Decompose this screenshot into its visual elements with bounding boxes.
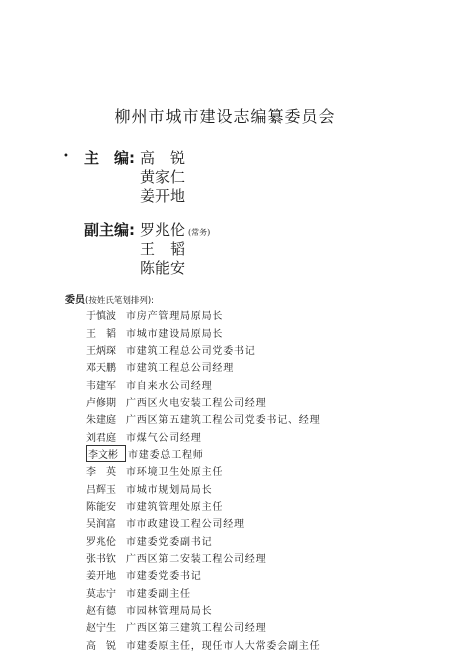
- member-row: [86, 549, 426, 566]
- member-name: 王 韬: [86, 328, 116, 340]
- member-row: [86, 479, 426, 496]
- members-list: [86, 306, 426, 653]
- member-post: 广西区第三建筑工程公司经理: [126, 623, 267, 635]
- member-row: [86, 323, 426, 340]
- member-post: 市房产管理局原局长: [126, 311, 224, 323]
- member-name: 于慎波: [86, 311, 116, 323]
- member-name: 罗兆伦: [86, 536, 116, 548]
- member-name: 李 英: [86, 467, 116, 479]
- deputy-editor-name-2: 王 韬: [140, 240, 186, 258]
- member-row: [86, 462, 426, 479]
- member-post: 市建筑管理处原主任: [126, 501, 224, 513]
- member-post: 市建筑工程总公司党委书记: [126, 345, 256, 357]
- member-post: 广西区第二安装工程公司经理: [126, 553, 267, 565]
- member-post: 市建委总工程师: [128, 449, 204, 461]
- member-name: 赵宁生: [86, 623, 116, 635]
- member-row: [86, 445, 426, 462]
- member-row: [86, 618, 426, 635]
- members-header-sub: (按姓氏笔划排列):: [85, 296, 154, 306]
- member-post: 市市政建设工程公司经理: [126, 519, 245, 531]
- page-title: 柳州市城市建设志编纂委员会: [114, 107, 336, 126]
- member-name: 韦建军: [86, 380, 116, 392]
- member-row: [86, 427, 426, 444]
- member-post: 市城市建设局原局长: [126, 328, 224, 340]
- member-row: [86, 584, 426, 601]
- chief-editor-label: 主 编:: [84, 149, 135, 167]
- member-post: 市建委副主任: [126, 588, 191, 600]
- deputy-editor-note: (常务): [188, 228, 211, 237]
- member-row: [86, 358, 426, 375]
- member-name: 吴润富: [86, 519, 116, 531]
- chief-editor-name-1: 高 锐: [140, 149, 186, 167]
- members-header: [65, 291, 154, 306]
- member-name: 张书钦: [86, 553, 116, 565]
- chief-editor-name-2: 黄家仁: [140, 168, 186, 186]
- member-name: 王炳琛: [86, 345, 116, 357]
- member-name: 邓天鹏: [86, 363, 116, 375]
- member-name: 刘君庭: [86, 432, 116, 444]
- member-post: 市环境卫生处原主任: [126, 467, 224, 479]
- member-post: 市煤气公司经理: [126, 432, 202, 444]
- member-post: 市自来水公司经理: [126, 380, 213, 392]
- member-row: [86, 601, 426, 618]
- member-row: [86, 341, 426, 358]
- deputy-editor-name-3: 陈能安: [140, 259, 186, 277]
- member-row: [86, 410, 426, 427]
- member-name: 陈能安: [86, 501, 116, 513]
- member-name: 朱建庭: [86, 415, 116, 427]
- member-row: [86, 636, 426, 653]
- member-post: 市园林管理局局长: [126, 606, 213, 618]
- member-post: 市城市规划局局长: [126, 484, 213, 496]
- member-name: 姜开地: [86, 571, 116, 583]
- member-row: [86, 566, 426, 583]
- member-post: 市建委党委副书记: [126, 536, 213, 548]
- member-post: 市建委党委书记: [126, 571, 202, 583]
- member-row: [86, 514, 426, 531]
- member-name: 莫志宁: [86, 588, 116, 600]
- members-header-label: 委员: [65, 295, 85, 306]
- member-name: 卢修期: [86, 397, 116, 409]
- deputy-editor-name-1-text: 罗兆伦: [140, 221, 186, 239]
- member-post: 广西区火电安装工程公司经理: [126, 397, 267, 409]
- member-row: [86, 531, 426, 548]
- member-name: 李文彬: [86, 445, 126, 462]
- member-name: 吕辉玉: [86, 484, 116, 496]
- member-post: 市建筑工程总公司经理: [126, 363, 234, 375]
- member-row: [86, 375, 426, 392]
- deputy-editor-label: 副主编:: [84, 221, 135, 239]
- member-row: [86, 497, 426, 514]
- member-post: 广西区第五建筑工程公司党委书记、经理: [126, 415, 321, 427]
- member-post: 市建委原主任，现任市人大常委会副主任: [126, 640, 321, 652]
- margin-dot: •: [63, 151, 69, 162]
- chief-editor-name-3: 姜开地: [140, 187, 186, 205]
- member-row: [86, 306, 426, 323]
- member-name: 高 锐: [86, 640, 116, 652]
- member-name: 赵有德: [86, 606, 116, 618]
- deputy-editor-name-1: [140, 219, 210, 240]
- member-row: [86, 393, 426, 410]
